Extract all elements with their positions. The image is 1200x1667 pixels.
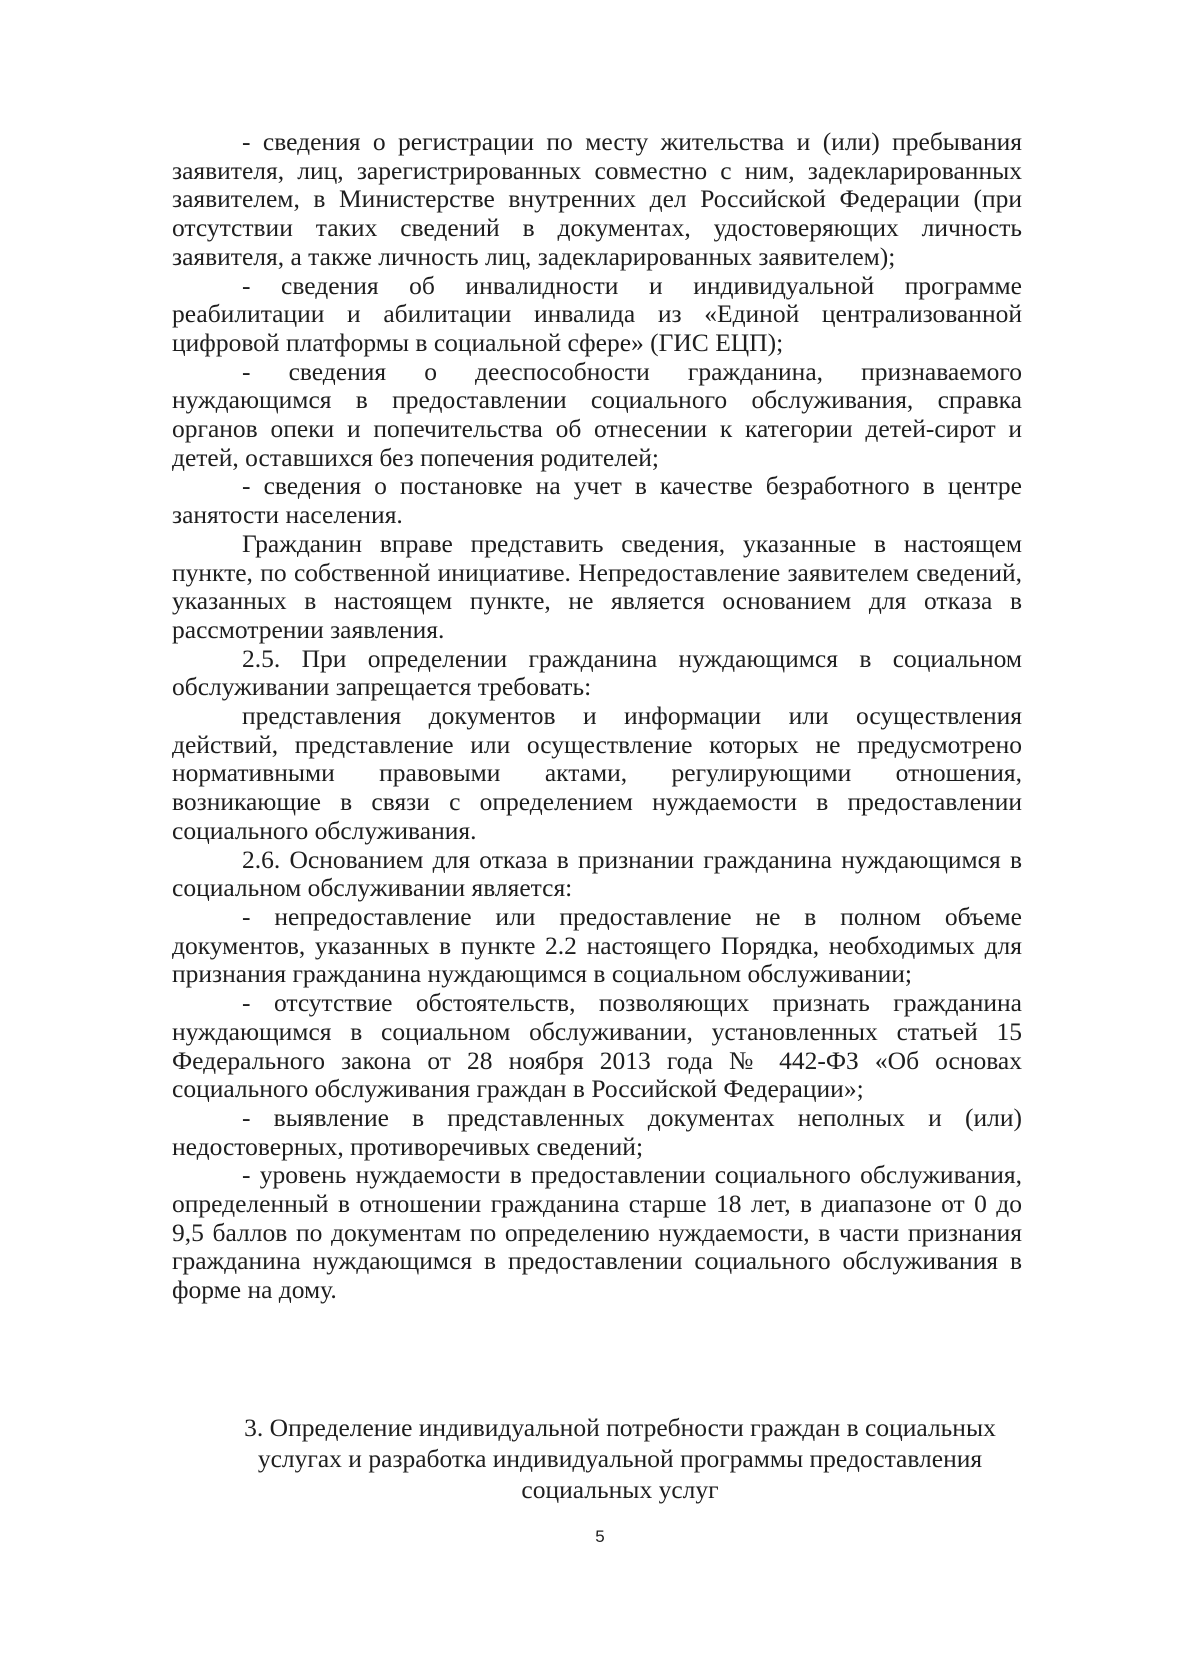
- paragraph-refusal-need-level: - уровень нуждаемости в предоставлении социального обслуживания, определенный в отношении гражданина старше 18 лет, в диапазоне от 0 до 9,5 баллов по документам по определению нуждаемости, в части признания гражданина нуждающимся в предоставлении социального обслуживания в форме на дому.: [172, 1160, 1022, 1305]
- paragraph-refusal-inaccurate: - выявление в представленных документах неполных и (или) недостоверных, противоречивых сведений;: [172, 1102, 1022, 1161]
- paragraph-disability-info: - сведения об инвалидности и индивидуальной программе реабилитации и абилитации инвалида из «Единой централизованной цифровой платформы в социальной сфере» (ГИС ЕЦП);: [172, 270, 1022, 357]
- paragraph-refusal-circumstances: - отсутствие обстоятельств, позволяющих признать гражданина нуждающимся в социальном обслуживании, установленных статьей 15 Федерального закона от 28 ноября 2013 года № 442-ФЗ «Об основах социального обслуживания граждан в Российской Федерации»;: [172, 988, 1022, 1104]
- paragraph-2-6: 2.6. Основанием для отказа в признании гражданина нуждающимся в социальном обслуживании является:: [172, 844, 1022, 903]
- page-number: 5: [595, 1527, 605, 1546]
- paragraph-2-5-prohibition: представления документов и информации или осуществления действий, представление или осуществление которых не предусмотрено нормативными правовыми актами, регулирующими отношения, возникающие в связи с определением нуждаемости в предоставлении социального обслуживания.: [172, 701, 1022, 845]
- paragraph-legal-capacity-info: - сведения о дееспособности гражданина, признаваемого нуждающимся в предоставлении социального обслуживания, справка органов опеки и попечительства об отнесении к категории детей-сирот и детей, оставшихся без попечения родителей;: [172, 356, 1022, 472]
- paragraph-unemployment-info: - сведения о постановке на учет в качестве безработного в центре занятости населения.: [172, 471, 1022, 530]
- document-body: [172, 128, 1022, 1305]
- section-heading: 3. Определение индивидуальной потребности граждан в социальных услугах и разработка индивидуальной программы предоставления социальных услуг: [244, 1413, 996, 1504]
- paragraph-registration-info: - сведения о регистрации по месту жительства и (или) пребывания заявителя, лиц, зарегистрированных совместно с ним, задекларированных заявителем, в Министерстве внутренних дел Российской Федерации (при отсутствии таких сведений в документах, удостоверяющих личность заявителя, а также личность лиц, задекларированных заявителем);: [172, 127, 1022, 271]
- paragraph-2-5: 2.5. При определении гражданина нуждающимся в социальном обслуживании запрещается требовать:: [172, 643, 1022, 702]
- paragraph-refusal-documents: - непредоставление или предоставление не в полном объеме документов, указанных в пункте 2.2 настоящего Порядка, необходимых для признания гражданина нуждающимся в социальном обслуживании;: [172, 901, 1022, 989]
- paragraph-citizen-right: Гражданин вправе представить сведения, указанные в настоящем пункте, по собственной инициативе. Непредоставление заявителем сведений, указанных в настоящем пункте, не является основанием для отказа в рассмотрении заявления.: [172, 528, 1022, 644]
